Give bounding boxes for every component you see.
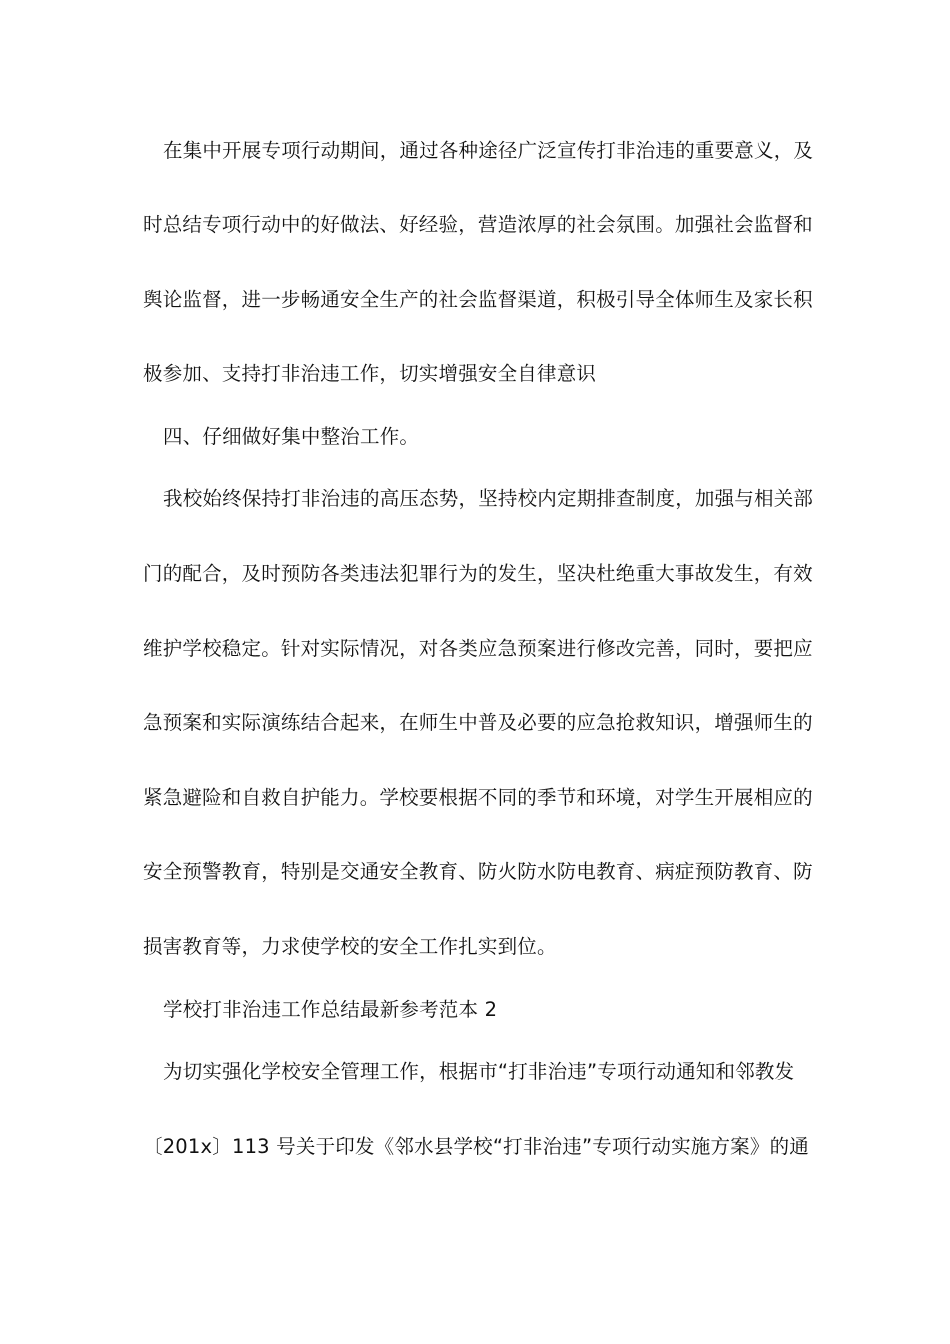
paragraph-2-line-4: 急预案和实际演练结合起来，在师生中普及必要的应急抢救知识，增强师生的 <box>143 711 813 734</box>
paragraph-1-line-2: 时总结专项行动中的好做法、好经验，营造浓厚的社会氛围。加强社会监督和 <box>143 213 813 236</box>
paragraph-2-line-6: 安全预警教育，特别是交通安全教育、防火防水防电教育、病症预防教育、防 <box>143 860 813 883</box>
paragraph-1-line-3: 舆论监督，进一步畅通安全生产的社会监督渠道，积极引导全体师生及家长积 <box>143 288 813 311</box>
paragraph-1-line-4: 极参加、支持打非治违工作，切实增强安全自律意识 <box>143 362 597 385</box>
paragraph-2-line-7: 损害教育等，力求使学校的安全工作扎实到位。 <box>143 935 557 958</box>
paragraph-2-line-1: 我校始终保持打非治违的高压态势，坚持校内定期排查制度，加强与相关部 <box>163 487 814 510</box>
paragraph-2-line-5: 紧急避险和自救自护能力。学校要根据不同的季节和环境，对学生开展相应的 <box>143 786 813 809</box>
paragraph-3-line-2: 〔201x〕113 号关于印发《邻水县学校“打非治违”专项行动实施方案》的通 <box>143 1135 809 1158</box>
paragraph-1-line-1: 在集中开展专项行动期间，通过各种途径广泛宣传打非治违的重要意义，及 <box>163 139 814 162</box>
section-heading-4: 四、仔细做好集中整治工作。 <box>163 425 420 448</box>
paragraph-2-line-3: 维护学校稳定。针对实际情况，对各类应急预案进行修改完善，同时，要把应 <box>143 637 813 660</box>
section-title-reference-2: 学校打非治违工作总结最新参考范本 2 <box>163 998 498 1021</box>
paragraph-3-line-1: 为切实强化学校安全管理工作，根据市“打非治违”专项行动通知和邻教发 <box>163 1060 795 1083</box>
paragraph-2-line-2: 门的配合，及时预防各类违法犯罪行为的发生，坚决杜绝重大事故发生，有效 <box>143 562 813 585</box>
